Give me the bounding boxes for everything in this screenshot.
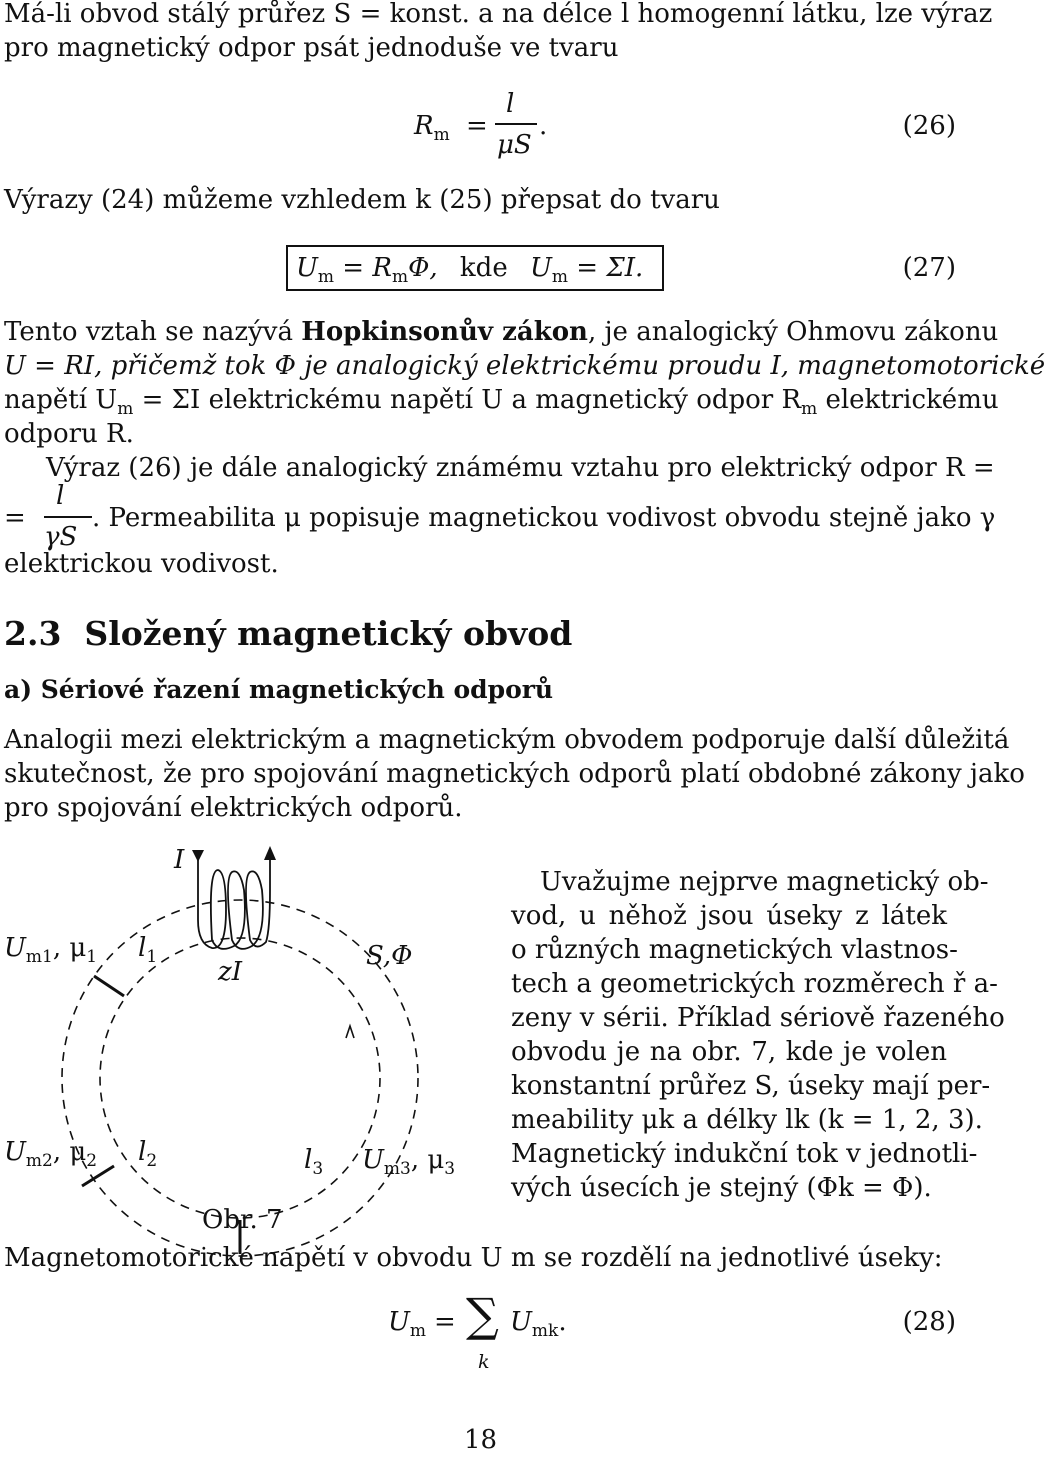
figure-7-diagram [0,830,510,1250]
section-divider-1 [94,976,124,996]
side-text-line-8: meability μk a délky lk (k = 1, 2, 3). [511,1105,983,1135]
intro-line-1: Má-li obvod stálý průřez S = konst. a na délce l homogenní látku, lze výraz [4,0,993,29]
side-text-line-6: obvodu je na obr. 7, kde je volen [511,1037,947,1067]
side-text-line-5: zeny v sérii. Příklad sériově řazeného [511,1003,1005,1033]
label-current: I [174,845,185,875]
para3-line-2: skutečnost, že pro spojování magnetických odporů platí obdobné zákony jako [4,759,1025,789]
current-arrow-out-icon [264,846,276,860]
para4: Magnetomotorické napětí v obvodu U m se rozdělí na jednotlivé úseky: [4,1243,943,1273]
text-24-25: Výrazy (24) můžeme vzhledem k (25) přepsat do tvaru [4,185,720,215]
equation-27: $U_m = R_m\Phi$, kde $U_m = \Sigma I$. [296,253,644,287]
section-heading: 2.3 Složený magnetický obvod [4,614,573,653]
para1-line-4: odporu R. [4,419,134,449]
subsection-heading: a) Sériové řazení magnetických odporů [4,675,554,704]
side-text-line-2: vod, u něhož jsou úseky z látek [511,901,947,931]
label-zi: zI [218,957,242,987]
flux-arrow-icon [346,1026,354,1038]
label-um1: $U_{m1}$, $\mu_1$ [4,933,98,967]
label-l3: $l_3$ [304,1145,324,1179]
current-arrow-in-icon [192,850,204,862]
side-text-line-1: Uvažujme nejprve magnetický ob- [540,867,989,897]
label-um3: $U_{m3}$, $\mu_3$ [362,1145,456,1179]
para3-line-1: Analogii mezi elektrickým a magnetickým obvodem podporuje další důležitá [4,725,1010,755]
para2-line-2: . Permeabilita μ popisuje magnetickou vodivost obvodu stejně jako γ [92,503,996,533]
para2-line-3: elektrickou vodivost. [4,549,279,579]
label-um2: $U_{m2}$, $\mu_2$ [4,1137,98,1171]
label-l1: $l_1$ [138,933,158,967]
page-number: 18 [464,1425,498,1455]
equation-number-26: (26) [902,111,956,141]
equation-number-28: (28) [902,1307,956,1337]
side-text-line-7: konstantní průřez S, úseky mají per- [511,1071,991,1101]
side-text-line-9: Magnetický indukční tok v jednotli- [511,1139,978,1169]
para1-line-2: U = RI, přičemž tok Φ je analogický elektrickému proudu I, magnetomotorické [4,351,1045,381]
label-s-phi: S,Φ [366,941,413,971]
intro-line-2: pro magnetický odpor psát jednoduše ve tvaru [4,33,619,63]
side-text-line-4: tech a geometrických rozměrech ř a- [511,969,998,999]
para1-line-1: Tento vztah se nazývá Hopkinsonův zákon, je analogický Ohmovu zákonu [4,317,999,347]
para3-line-3: pro spojování elektrických odporů. [4,793,463,823]
equation-number-27: (27) [902,253,956,283]
para2-line-1: Výraz (26) je dále analogický známému vztahu pro elektrický odpor R = [46,453,995,483]
side-text-line-10: vých úsecích je stejný (Φk = Φ). [511,1173,932,1203]
side-text-line-3: o různých magnetických vlastnos- [511,935,958,965]
label-l2: $l_2$ [138,1137,158,1171]
para1-line-3: napětí $U_m = \Sigma I$ elektrickému napětí U a magnetický odpor $R_m$ elektrickému [4,385,999,419]
figure-caption: Obr. 7 [202,1205,283,1235]
